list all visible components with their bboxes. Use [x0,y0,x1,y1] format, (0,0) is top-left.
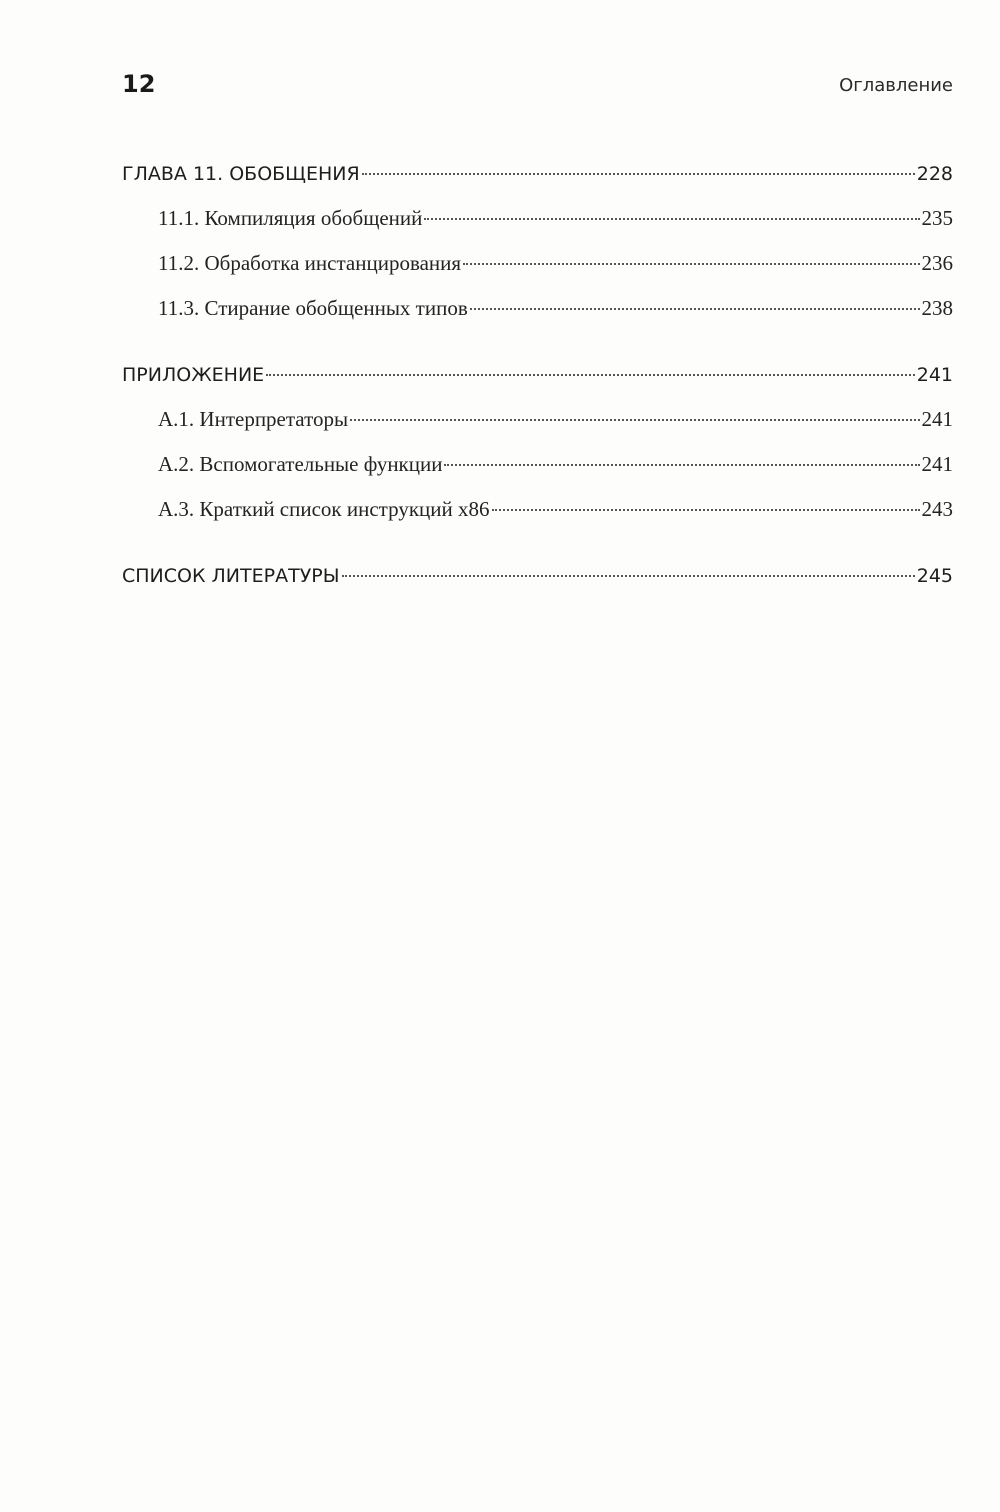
toc-subsection-title: A.3. Краткий список инструкций x86 [158,497,490,521]
toc-page-number: 236 [921,251,953,275]
toc-section-chapter-11 [122,152,953,331]
toc-page-number: 241 [916,364,953,386]
toc-subsection-entry[interactable] [122,241,953,286]
toc-chapter-entry[interactable] [122,152,953,196]
dot-leader [463,263,919,265]
running-title: Оглавление [839,75,953,96]
toc-page-number: 241 [921,407,953,431]
running-head [122,66,953,106]
toc-page-number: 243 [921,497,953,521]
toc-subsection-title: 11.3. Стирание обобщенных типов [158,296,468,320]
dot-leader [444,464,919,466]
toc-page-number: 228 [916,163,953,185]
toc-subsection-title: 11.1. Компиляция обобщений [158,206,423,230]
dot-leader [492,509,920,511]
toc-chapter-title: СПИСОК ЛИТЕРАТУРЫ [122,565,340,587]
toc-subsection-entry[interactable] [122,286,953,331]
dot-leader [470,308,920,310]
toc-page-number: 241 [921,452,953,476]
table-of-contents [122,152,953,620]
toc-subsection-entry[interactable] [122,397,953,442]
toc-chapter-title: ГЛАВА 11. ОБОБЩЕНИЯ [122,163,360,185]
toc-subsection-title: 11.2. Обработка инстанцирования [158,251,462,275]
dot-leader [424,218,919,220]
toc-subsection-entry[interactable] [122,487,953,532]
dot-leader [350,419,919,421]
dot-leader [266,374,915,376]
toc-section-appendix [122,353,953,532]
toc-chapter-entry[interactable] [122,554,953,598]
toc-section-bibliography [122,554,953,598]
toc-page-number: 235 [921,206,953,230]
toc-chapter-entry[interactable] [122,353,953,397]
toc-chapter-title: ПРИЛОЖЕНИЕ [122,364,265,386]
page-number: 12 [122,70,156,98]
dot-leader [362,173,915,175]
toc-subsection-entry[interactable] [122,442,953,487]
toc-page-number: 245 [916,565,953,587]
toc-subsection-title: A.1. Интерпретаторы [158,407,349,431]
toc-page-number: 238 [921,296,953,320]
toc-subsection-entry[interactable] [122,196,953,241]
dot-leader [342,575,915,577]
toc-subsection-title: A.2. Вспомогательные функции [158,452,443,476]
